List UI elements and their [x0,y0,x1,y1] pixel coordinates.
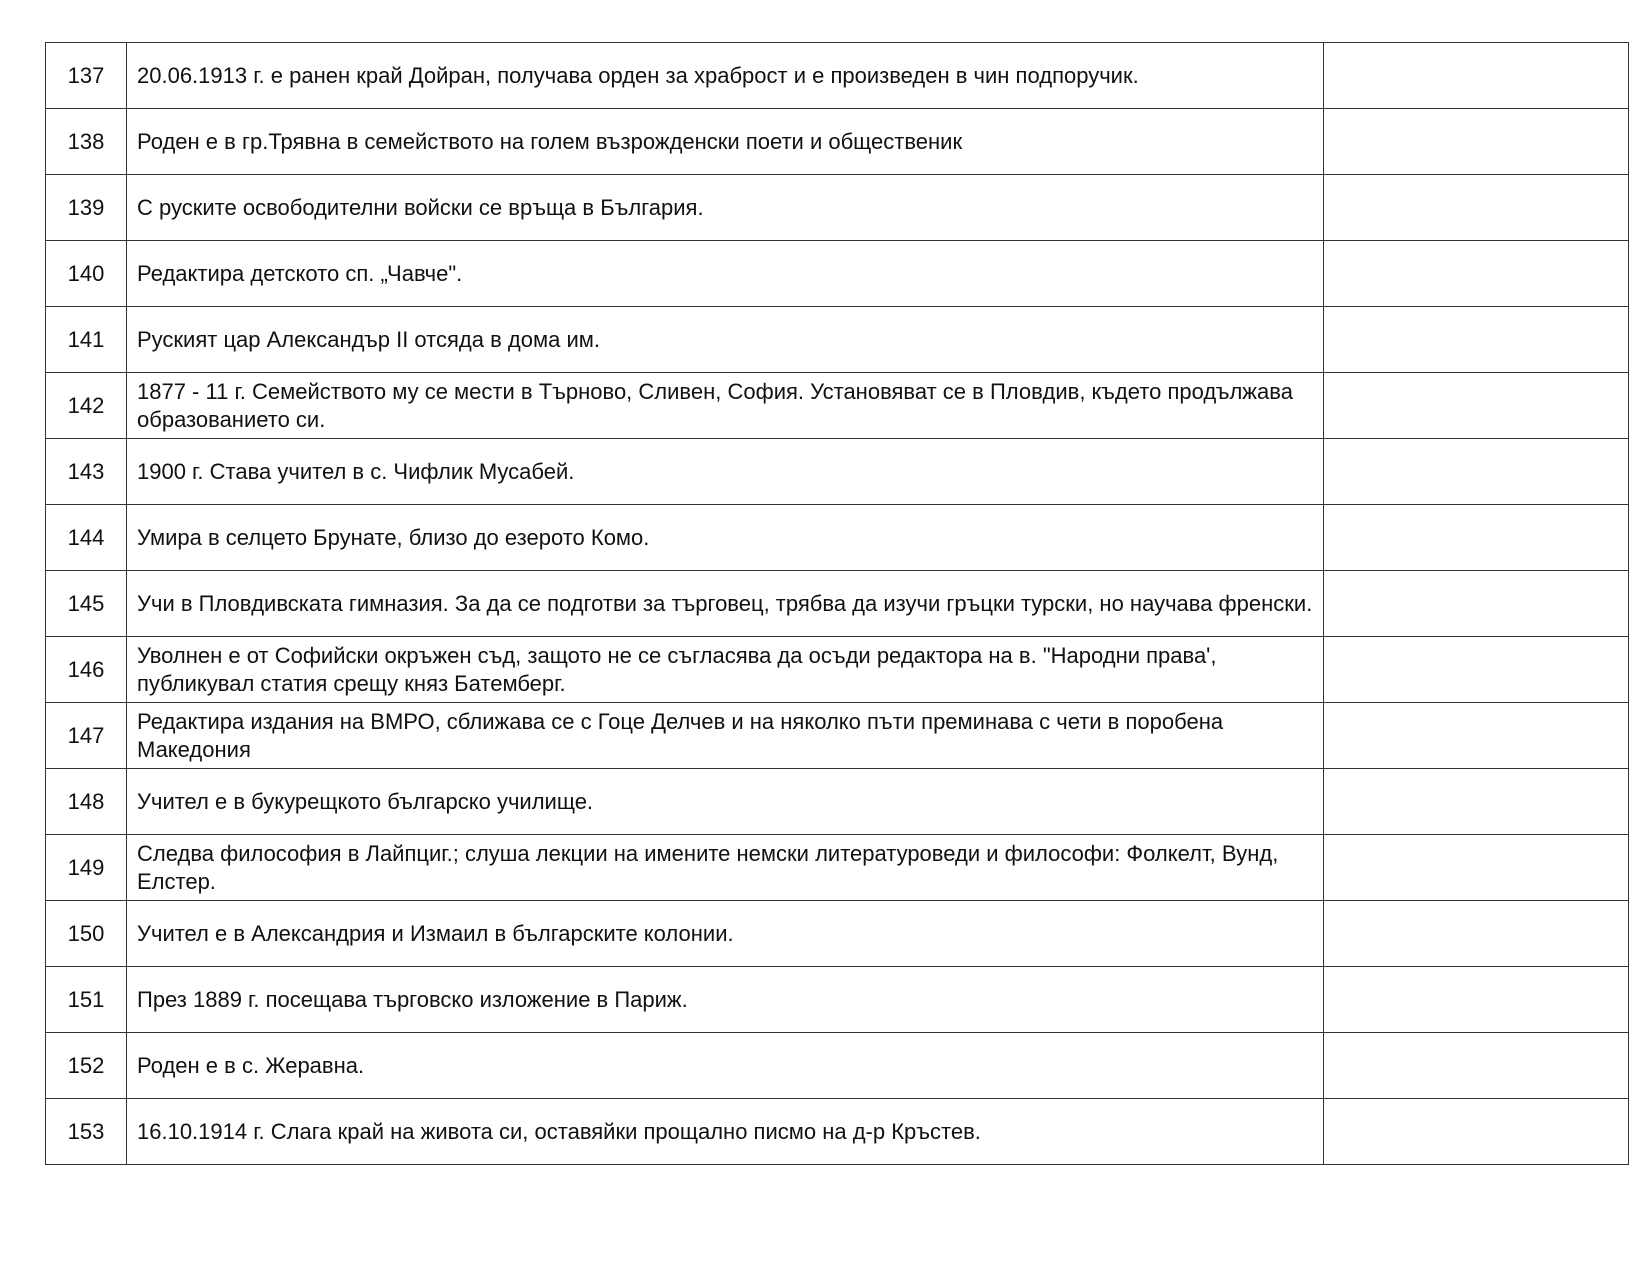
row-text: Уволнен е от Софийски окръжен съд, защото не се съгласява да осъди редактора на в. "Народни права', публикувал статия срещу княз Батемберг. [127,637,1324,703]
row-number: 147 [46,703,127,769]
row-text: Учител е в Александрия и Измаил в българските колонии. [127,901,1324,967]
answer-cell[interactable] [1324,1033,1629,1099]
row-number: 138 [46,109,127,175]
row-number: 149 [46,835,127,901]
row-text: 16.10.1914 г. Слага край на живота си, оставяйки прощално писмо на д-р Кръстев. [127,1099,1324,1165]
table-row [46,769,1629,835]
table-row [46,835,1629,901]
answer-cell[interactable] [1324,175,1629,241]
answer-cell[interactable] [1324,1099,1629,1165]
table-row [46,109,1629,175]
row-text: Редактира детското сп. „Чавче". [127,241,1324,307]
answer-cell[interactable] [1324,571,1629,637]
table-body [46,43,1629,1165]
row-text: Руският цар Александър II отсяда в дома им. [127,307,1324,373]
answer-cell[interactable] [1324,703,1629,769]
answer-cell[interactable] [1324,637,1629,703]
answer-cell[interactable] [1324,43,1629,109]
table-row [46,901,1629,967]
table-row [46,1033,1629,1099]
row-number: 150 [46,901,127,967]
row-number: 144 [46,505,127,571]
answer-cell[interactable] [1324,109,1629,175]
row-text: 1877 - 11 г. Семейството му се мести в Търново, Сливен, София. Установяват се в Пловдив, където продължава образованието си. [127,373,1324,439]
row-text: Учи в Пловдивската гимназия. За да се подготви за търговец, трябва да изучи гръцки турски, но научава френски. [127,571,1324,637]
table-row [46,373,1629,439]
row-number: 140 [46,241,127,307]
row-number: 146 [46,637,127,703]
row-number: 152 [46,1033,127,1099]
row-number: 137 [46,43,127,109]
row-text: Учител е в букурещкото българско училище. [127,769,1324,835]
row-number: 139 [46,175,127,241]
table-row [46,241,1629,307]
facts-table [45,42,1629,1165]
table-row [46,703,1629,769]
row-text: Роден е в с. Жеравна. [127,1033,1324,1099]
table-row [46,571,1629,637]
answer-cell[interactable] [1324,901,1629,967]
row-number: 148 [46,769,127,835]
answer-cell[interactable] [1324,505,1629,571]
row-number: 145 [46,571,127,637]
table-row [46,505,1629,571]
table-row [46,175,1629,241]
answer-cell[interactable] [1324,967,1629,1033]
answer-cell[interactable] [1324,769,1629,835]
table-row [46,439,1629,505]
answer-cell[interactable] [1324,307,1629,373]
row-text: Редактира издания на ВМРО, сближава се с Гоце Делчев и на няколко пъти преминава с чети в поробена Македония [127,703,1324,769]
answer-cell[interactable] [1324,835,1629,901]
table-row [46,43,1629,109]
table-row [46,307,1629,373]
answer-cell[interactable] [1324,373,1629,439]
row-number: 143 [46,439,127,505]
row-text: С руските освободителни войски се връща в България. [127,175,1324,241]
row-text: Роден е в гр.Трявна в семейството на голем възрожденски поети и общественик [127,109,1324,175]
row-number: 151 [46,967,127,1033]
row-text: Умира в селцето Брунате, близо до езерото Комо. [127,505,1324,571]
table-row [46,1099,1629,1165]
row-number: 153 [46,1099,127,1165]
row-number: 141 [46,307,127,373]
row-text: През 1889 г. посещава търговско изложение в Париж. [127,967,1324,1033]
answer-cell[interactable] [1324,241,1629,307]
row-text: 1900 г. Става учител в с. Чифлик Мусабей. [127,439,1324,505]
row-number: 142 [46,373,127,439]
row-text: Следва философия в Лайпциг.; слуша лекции на имените немски литературоведи и философи: Фолкелт, Вунд, Елстер. [127,835,1324,901]
answer-cell[interactable] [1324,439,1629,505]
table-row [46,967,1629,1033]
table-row [46,637,1629,703]
row-text: 20.06.1913 г. е ранен край Дойран, получава орден за храброст и е произведен в чин подпоручик. [127,43,1324,109]
